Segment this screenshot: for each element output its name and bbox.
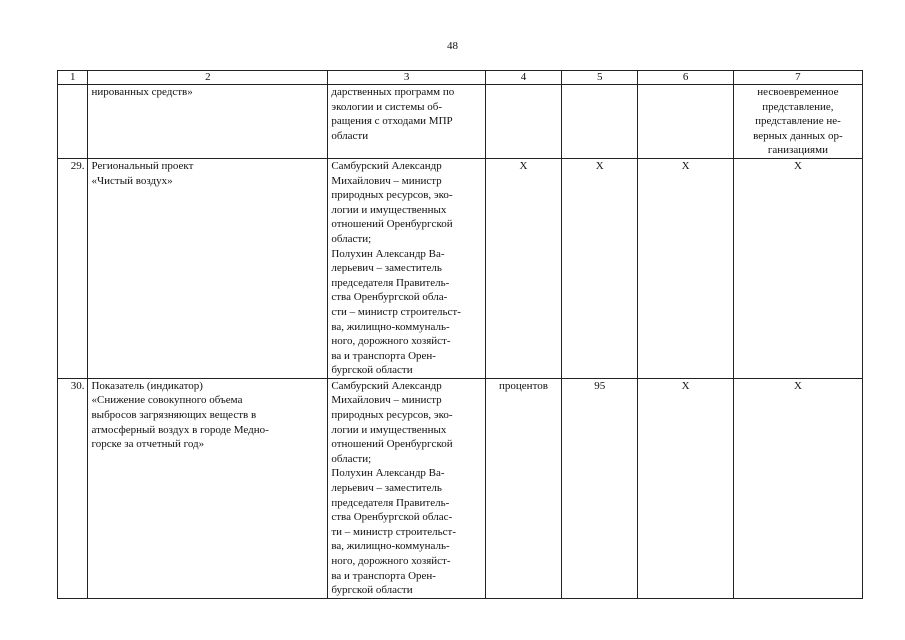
column-6-cell: X [638, 378, 734, 598]
value-cell: 95 [562, 378, 638, 598]
column-header: 6 [638, 71, 734, 85]
row-number: 29. [58, 158, 88, 378]
responsible-person: дарственных программ по экологии и системы об- ращения с отходами МПР области [328, 85, 486, 159]
column-6-cell [638, 85, 734, 159]
column-header: 3 [328, 71, 486, 85]
table-row [58, 158, 863, 378]
row-number: 30. [58, 378, 88, 598]
column-number-row [58, 71, 863, 85]
column-header: 7 [733, 71, 862, 85]
item-name: Региональный проект «Чистый воздух» [88, 158, 328, 378]
table-row [58, 378, 863, 598]
unit-cell: X [485, 158, 561, 378]
risk-note: X [733, 158, 862, 378]
unit-cell [485, 85, 561, 159]
item-name: нированных средств» [88, 85, 328, 159]
column-6-cell: X [638, 158, 734, 378]
column-header: 5 [562, 71, 638, 85]
item-name: Показатель (индикатор) «Снижение совокупного объема выбросов загрязняющих веществ в атмосферный воздух в городе Медно- горске за отчетный год» [88, 378, 328, 598]
value-cell: X [562, 158, 638, 378]
column-header: 2 [88, 71, 328, 85]
responsible-person: Самбурский Александр Михайлович – министр природных ресурсов, эко- логии и имущественных отношений Оренбургской области; Полухин Александр Ва- лерьевич – заместитель председателя Правитель- ства Оренбургской обла- сти – министр строительст- ва, жилищно-коммуналь- ного, дорожного хозяйст- ва и транспорта Орен- бургской области [328, 158, 486, 378]
unit-cell: процентов [485, 378, 561, 598]
risk-note: несвоевременное представление, представление не- верных данных ор- ганизациями [733, 85, 862, 159]
document-table [57, 70, 863, 599]
row-number [58, 85, 88, 159]
column-header: 4 [485, 71, 561, 85]
column-header: 1 [58, 71, 88, 85]
responsible-person: Самбурский Александр Михайлович – министр природных ресурсов, эко- логии и имущественных отношений Оренбургской области; Полухин Александр Ва- лерьевич – заместитель председателя Правитель- ства Оренбургской облас- ти – министр строительст- ва, жилищно-коммуналь- ного, дорожного хозяйст- ва и транспорта Орен- бургской области [328, 378, 486, 598]
risk-note: X [733, 378, 862, 598]
value-cell [562, 85, 638, 159]
table-row [58, 85, 863, 159]
page-number: 48 [447, 40, 458, 52]
